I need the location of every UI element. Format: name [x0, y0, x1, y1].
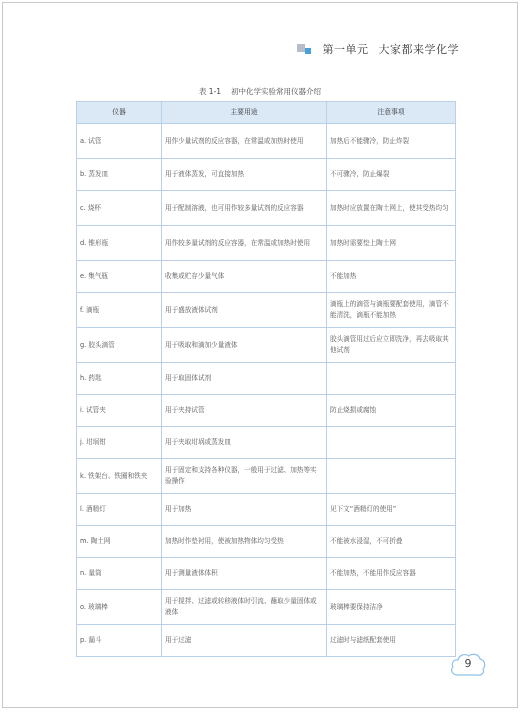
page-number: 9 — [464, 657, 472, 670]
cell-notes: 过滤时与滤纸配套使用 — [327, 625, 456, 657]
table-number: 表 1-1 — [198, 87, 222, 96]
textbook-page — [2, 2, 518, 708]
cell-usage: 加热时作垫衬用，使被加热物体均匀受热 — [162, 526, 327, 558]
cell-instrument: g. 胶头滴管 — [77, 328, 162, 363]
cell-notes: 不能加热 — [327, 261, 456, 293]
cell-usage: 收集或贮存少量气体 — [162, 261, 327, 293]
column-header-notes: 注意事项 — [327, 102, 456, 124]
cell-instrument: m. 陶土网 — [77, 526, 162, 558]
table-row — [77, 363, 456, 395]
cell-notes: 胶头滴管用过后应立即洗净，再去吸取其他试剂 — [327, 328, 456, 363]
table-row — [77, 328, 456, 363]
table-row — [77, 427, 456, 459]
table-row — [77, 590, 456, 625]
cell-usage: 用作少量试剂的反应容器，在常温或加热时使用 — [162, 124, 327, 159]
cell-usage: 用于过滤 — [162, 625, 327, 657]
cell-instrument: i. 试管夹 — [77, 395, 162, 427]
cell-instrument: b. 蒸发皿 — [77, 159, 162, 191]
cell-usage: 用于夹取坩埚或蒸发皿 — [162, 427, 327, 459]
cell-instrument: c. 烧杯 — [77, 191, 162, 226]
cell-instrument: f. 滴瓶 — [77, 293, 162, 328]
cell-instrument: a. 试管 — [77, 124, 162, 159]
cell-instrument: d. 锥形瓶 — [77, 226, 162, 261]
column-header-usage: 主要用途 — [162, 102, 327, 124]
page-number-badge — [449, 651, 487, 677]
cell-usage: 用于搅拌、过滤或转移液体时引流、蘸取少量固体或液体 — [162, 590, 327, 625]
cell-instrument: k. 铁架台、铁圈和铁夹 — [77, 459, 162, 494]
cell-notes: 加热时需要垫上陶土网 — [327, 226, 456, 261]
header-squares-icon — [297, 43, 315, 55]
table-row — [77, 261, 456, 293]
table-caption — [3, 86, 517, 97]
cell-notes: 不能被水浸湿，不可折叠 — [327, 526, 456, 558]
cell-usage: 用于吸取和滴加少量液体 — [162, 328, 327, 363]
cell-usage: 用于固定和支持各种仪器，一般用于过滤、加热等实验操作 — [162, 459, 327, 494]
cell-notes — [327, 459, 456, 494]
table-row — [77, 293, 456, 328]
cell-usage: 用于加热 — [162, 494, 327, 526]
cell-usage: 用于盛放液体试剂 — [162, 293, 327, 328]
cell-instrument: p. 漏斗 — [77, 625, 162, 657]
cell-notes: 见下文“酒精灯的使用” — [327, 494, 456, 526]
cell-usage: 用于配制溶液，也可用作较多量试剂的反应容器 — [162, 191, 327, 226]
table-row — [77, 494, 456, 526]
table-row — [77, 526, 456, 558]
cell-usage: 用作较多量试剂的反应容器，在常温或加热时使用 — [162, 226, 327, 261]
cell-instrument: o. 玻璃棒 — [77, 590, 162, 625]
cell-notes: 加热时应放置在陶土网上，使其受热均匀 — [327, 191, 456, 226]
cell-instrument: l. 酒精灯 — [77, 494, 162, 526]
cell-notes — [327, 427, 456, 459]
table-row — [77, 124, 456, 159]
cell-notes: 不可骤冷，防止爆裂 — [327, 159, 456, 191]
cell-instrument: h. 药匙 — [77, 363, 162, 395]
cell-notes: 滴瓶上的滴管与滴瓶要配套使用，滴管不能清洗，滴瓶不能加热 — [327, 293, 456, 328]
cell-notes: 加热后不能骤冷，防止炸裂 — [327, 124, 456, 159]
cell-usage: 用于测量液体体积 — [162, 558, 327, 590]
table-row — [77, 191, 456, 226]
table-header-row — [77, 102, 456, 124]
cell-usage: 用于夹持试管 — [162, 395, 327, 427]
cell-notes: 玻璃棒要保持洁净 — [327, 590, 456, 625]
cell-instrument: e. 集气瓶 — [77, 261, 162, 293]
table-row — [77, 159, 456, 191]
header-title: 大家都来学化学 — [378, 43, 459, 56]
table-row — [77, 459, 456, 494]
cell-notes: 防止烧损或腐蚀 — [327, 395, 456, 427]
cell-notes — [327, 363, 456, 395]
running-header — [297, 41, 460, 57]
cell-usage: 用于取固体试剂 — [162, 363, 327, 395]
header-unit: 第一单元 — [322, 43, 369, 56]
table-row — [77, 558, 456, 590]
instrument-table — [76, 101, 456, 657]
cell-instrument: j. 坩埚钳 — [77, 427, 162, 459]
cell-instrument: n. 量筒 — [77, 558, 162, 590]
table-title: 初中化学实验常用仪器介绍 — [231, 87, 322, 96]
column-header-instrument: 仪器 — [77, 102, 162, 124]
cell-usage: 用于液体蒸发，可直接加热 — [162, 159, 327, 191]
table-row — [77, 226, 456, 261]
table-row — [77, 625, 456, 657]
cell-notes: 不能加热，不能用作反应容器 — [327, 558, 456, 590]
table-row — [77, 395, 456, 427]
